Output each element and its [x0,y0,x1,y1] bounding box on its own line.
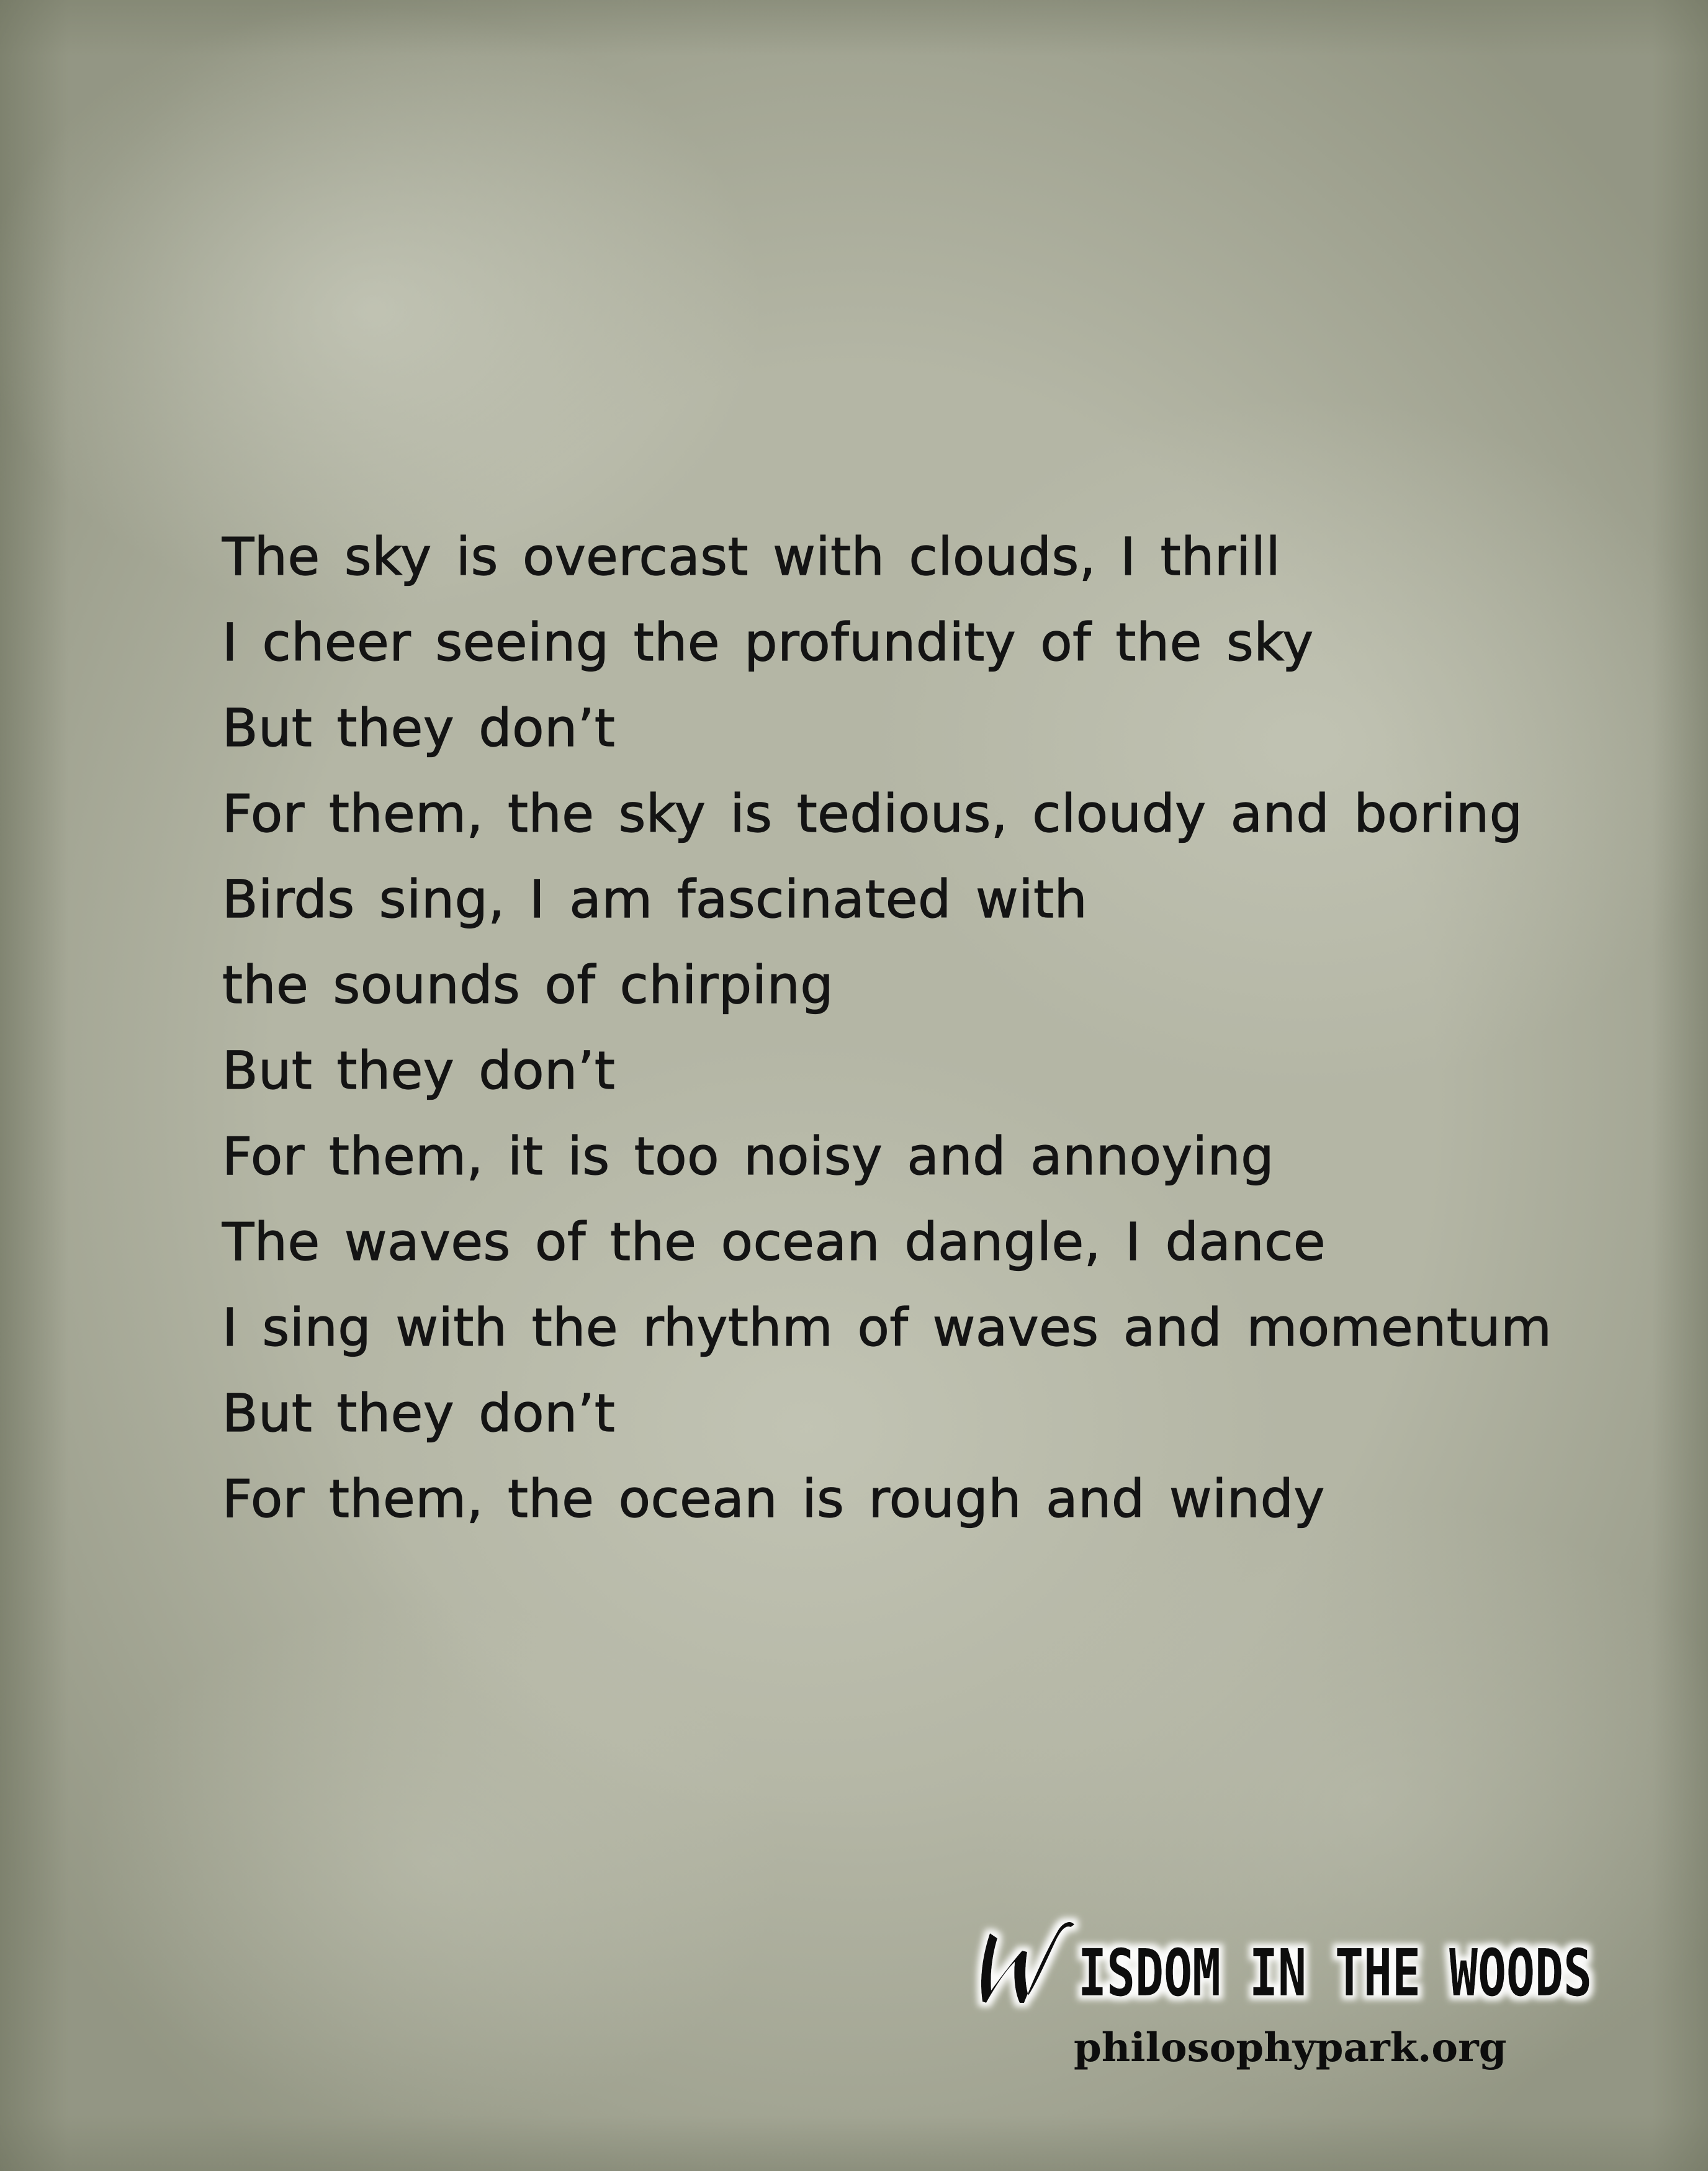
poem-line: I cheer seeing the profundity of the sky [222,612,1314,673]
poem [222,514,1588,1542]
svg-text:ISDOM IN THE WOODS: ISDOM IN THE WOODS [1078,1935,1592,2011]
poem-line: But they don’t [222,1040,616,1101]
poem-line: I sing with the rhythm of waves and momentum [222,1297,1552,1358]
poem-line: The sky is overcast with clouds, I thrill [222,526,1281,587]
poem-line: But they don’t [222,698,616,758]
website-url[interactable]: philosophypark.org [1074,2025,1507,2071]
poem-line: the sounds of chirping [222,955,834,1015]
poem-line: But they don’t [222,1383,616,1444]
poem-line: The waves of the ocean dangle, I dance [222,1211,1326,1272]
poem-line: For them, the sky is tedious, cloudy and boring [222,783,1523,844]
poem-line: Birds sing, I am fascinated with [222,869,1088,930]
poem-line: For them, the ocean is rough and windy [222,1468,1325,1529]
poem-line: For them, it is too noisy and annoying [222,1126,1275,1187]
wisdom-in-the-woods-logo [965,1908,1598,2014]
